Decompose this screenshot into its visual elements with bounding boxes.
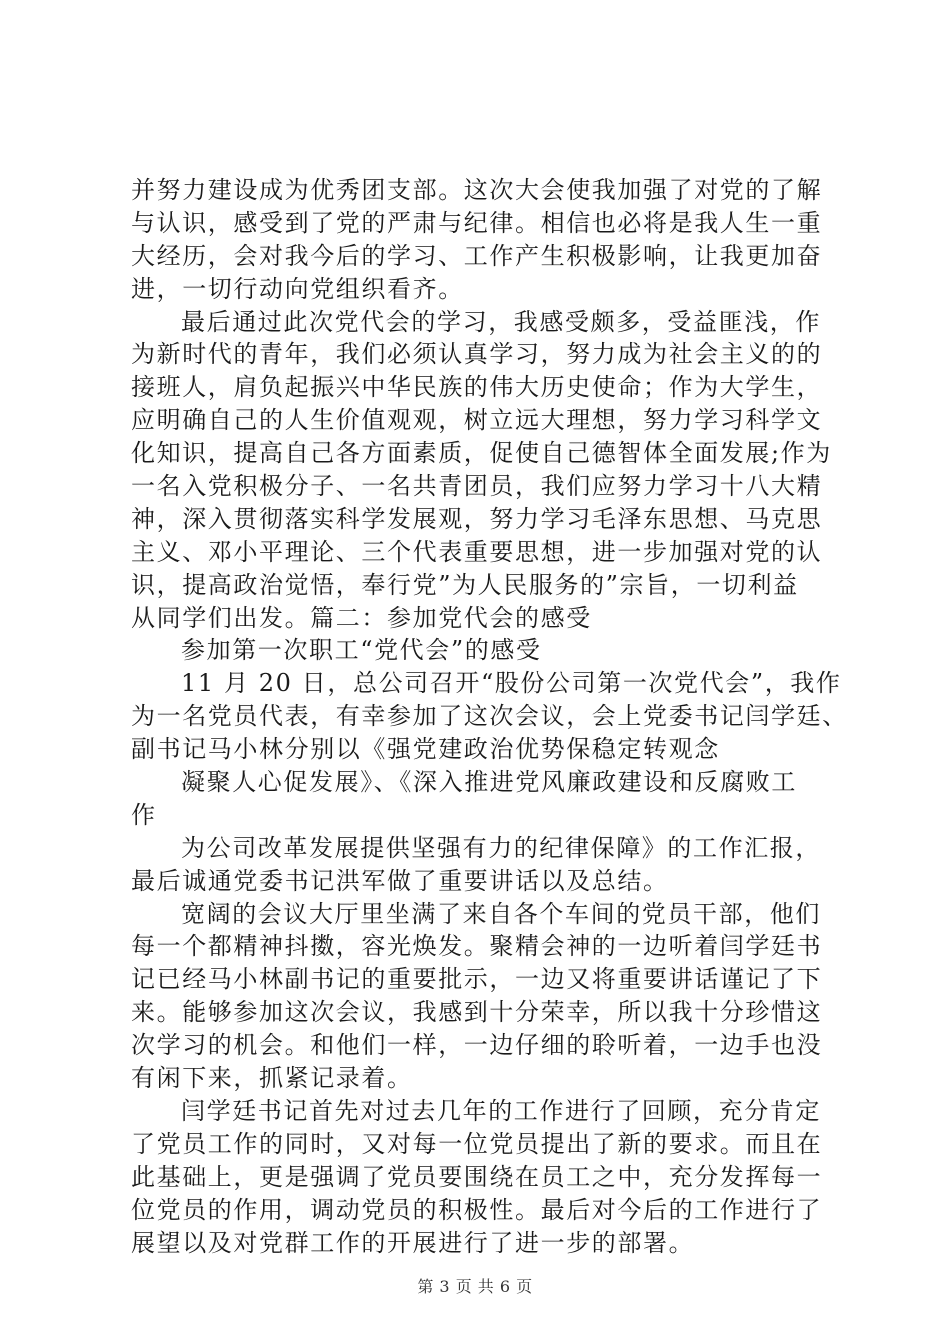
text-line: 接班人，肩负起振兴中华民族的伟大历史使命；作为大学生， — [131, 373, 823, 402]
text-line: 一名入党积极分子、一名共青团员，我们应努力学习十八大精 — [131, 472, 823, 501]
text-line: 了党员工作的同时，又对每一位党员提出了新的要求。而且在 — [131, 1129, 823, 1158]
text-line: 展望以及对党群工作的开展进行了进一步的部署。 — [131, 1228, 695, 1257]
document-body — [131, 174, 848, 1259]
text-line: 次学习的机会。和他们一样，一边仔细的聆听着，一边手也没 — [131, 1031, 823, 1060]
text-line: 主义、邓小平理论、三个代表重要思想，进一步加强对党的认 — [131, 537, 823, 566]
text-line: 闫学廷书记首先对过去几年的工作进行了回顾，充分肯定 — [181, 1096, 821, 1125]
text-line: 参加第一次职工“党代会”的感受 — [181, 636, 542, 665]
text-line: 最后通过此次党代会的学习，我感受颇多，受益匪浅，作 — [181, 307, 821, 336]
text-line: 有闲下来，抓紧记录着。 — [131, 1064, 413, 1093]
text-line: 凝聚人心促发展》、《深入推进党风廉政建设和反腐败工 — [181, 768, 797, 797]
text-line: 从同学们出发。篇二：参加党代会的感受 — [131, 603, 592, 632]
text-line: 为新时代的青年，我们必须认真学习，努力成为社会主义的的 — [131, 340, 823, 369]
text-line: 并努力建设成为优秀团支部。这次大会使我加强了对党的了解 — [131, 176, 823, 204]
text-line: 识，提高政治觉悟，奉行党”为人民服务的”宗旨，一切利益 — [131, 570, 799, 599]
text-line: 神，深入贯彻落实科学发展观，努力学习毛泽东思想、马克思 — [131, 504, 823, 533]
text-line: 最后诚通党委书记洪军做了重要讲话以及总结。 — [131, 866, 669, 895]
text-line: 11 月 20 日，总公司召开“股份公司第一次党代会”，我作 — [181, 669, 842, 698]
text-line: 来。能够参加这次会议，我感到十分荣幸，所以我十分珍惜这 — [131, 998, 823, 1027]
text-line: 此基础上，更是强调了党员要围绕在员工之中，充分发挥每一 — [131, 1162, 823, 1191]
text-line: 进，一切行动向党组织看齐。 — [131, 274, 464, 303]
text-line: 副书记马小林分别以《强党建政治优势保稳定转观念 — [131, 735, 720, 764]
text-line: 宽阔的会议大厅里坐满了来自各个车间的党员干部，他们 — [181, 899, 821, 928]
text-line: 与认识，感受到了党的严肃与纪律。相信也必将是我人生一重 — [131, 208, 823, 237]
text-line: 记已经马小林副书记的重要批示，一边又将重要讲话谨记了下 — [131, 965, 823, 994]
text-line: 作 — [131, 800, 157, 829]
text-line: 大经历，会对我今后的学习、工作产生积极影响，让我更加奋 — [131, 241, 823, 270]
text-line: 化知识，提高自己各方面素质，促使自己德智体全面发展;作为 — [131, 439, 832, 468]
text-line: 为一名党员代表，有幸参加了这次会议，会上党委书记闫学廷、 — [131, 702, 848, 731]
page-footer: 第 3 页 共 6 页 — [417, 1277, 533, 1296]
text-line: 为公司改革发展提供坚强有力的纪律保障》的工作汇报， — [181, 833, 821, 862]
text-line: 每一个都精神抖擞，容光焕发。聚精会神的一边听着闫学廷书 — [131, 932, 823, 961]
text-line: 应明确自己的人生价值观观，树立远大理想，努力学习科学文 — [131, 406, 823, 435]
text-line: 位党员的作用，调动党员的积极性。最后对今后的工作进行了 — [131, 1195, 823, 1224]
